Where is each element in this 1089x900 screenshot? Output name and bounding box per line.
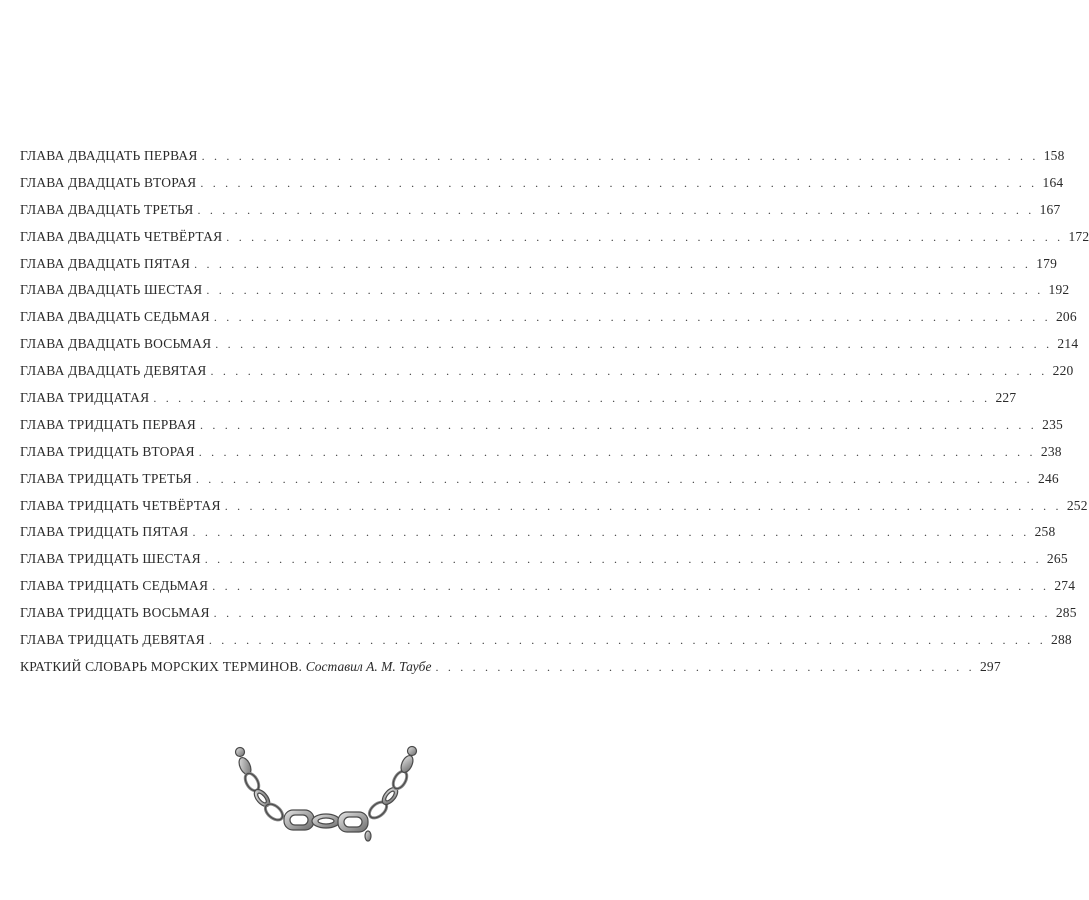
toc-dot-leader: . . . . . . . . . . . . . . . . . . . . . . . . . . . . . . . . . . . . . . . . . . . . . . . . . . . . . . . . . . . . . . . . . . . .	[204, 552, 1042, 567]
toc-entry-title: ГЛАВА ДВАДЦАТЬ ШЕСТАЯ	[20, 282, 203, 298]
toc-page-number: 206	[1055, 309, 1077, 325]
toc-entry[interactable]	[20, 443, 1062, 471]
toc-entry-title: ГЛАВА ДВАДЦАТЬ ДЕВЯТАЯ	[20, 363, 207, 379]
toc-entry-title: ГЛАВА ТРИДЦАТЬ СЕДЬМАЯ	[20, 578, 209, 594]
toc-entry-title: ГЛАВА ДВАДЦАТЬ ВТОРАЯ	[20, 174, 197, 190]
toc-page-number: 172	[1068, 228, 1089, 244]
toc-page-number: 227	[995, 390, 1017, 406]
toc-dot-leader: . . . . . . . . . . . . . . . . . . . . . . . . . . . . . . . . . . . . . . . . . . . . . . . . . . . . . . . . . . . . . . . . . . . .	[195, 471, 1033, 486]
toc-entry-title: ГЛАВА ТРИДЦАТЬ ШЕСТАЯ	[20, 551, 201, 567]
toc-dot-leader: . . . . . . . . . . . . . . . . . . . . . . . . . . . . . . . . . . . . . . . . . . . . . . . . . . . . . . . . . . . . . . . . . . . .	[197, 202, 1035, 217]
toc-page-number: 235	[1042, 416, 1063, 432]
toc-entry[interactable]	[20, 605, 1077, 632]
toc-entry[interactable]	[20, 228, 1089, 256]
toc-dot-leader: . . . . . . . . . . . . . . . . . . . . . . . . . . . . . . . . . . . . . . . . . . . . . . . . . . . . . . . . . . . . . . . . . . . .	[226, 229, 1064, 244]
toc-entry[interactable]	[20, 551, 1068, 578]
toc-dot-leader: . . . . . . . . . . . . . . . . . . . . . . . . . . . . . . . . . . . . . . . . . . . . . . . . . . . . . . . . . . . . . . . . . . . .	[210, 364, 1048, 379]
toc-entry-title: ГЛАВА ТРИДЦАТЬ ПЕРВАЯ	[20, 416, 196, 432]
toc-page-number: 238	[1040, 443, 1062, 459]
toc-entry[interactable]	[20, 174, 1064, 202]
glossary-title: КРАТКИЙ СЛОВАРЬ МОРСКИХ ТЕРМИНОВ.	[20, 658, 303, 674]
anchor-chain-icon	[228, 744, 424, 844]
toc-entry-title: ГЛАВА ТРИДЦАТЬ ВТОРАЯ	[20, 443, 195, 459]
toc-dot-leader: . . . . . . . . . . . . . . . . . . . . . . . . . . . . . . . . . . . . . . . . . . . . . . . . . . . . . . . . . . . . . . . . . . . .	[198, 444, 1036, 459]
toc-entry[interactable]	[20, 578, 1076, 605]
toc-dot-leader: . . . . . . . . . . . . . . . . . . . . . . . . . . . . . . . . . . . . . . . . . . . . . . . . . . . . . . . . . . . . . . . . . . . .	[208, 633, 1046, 648]
toc-entry-title: ГЛАВА ТРИДЦАТЬ ВОСЬМАЯ	[20, 605, 210, 621]
toc-dot-leader: . . . . . . . . . . . . . . . . . . . . . . . . . . . . . . . . . . . . . . . . . . . . . . . . . . . . . . . . . . . . . . . . . . . .	[224, 498, 1062, 513]
toc-entry[interactable]	[20, 524, 1056, 551]
toc-page-number: 179	[1036, 255, 1058, 271]
toc-dot-leader: . . . . . . . . . . . . . . . . . . . . . . . . . . . . . . . . . . . . . . . . . . . . . . . . . . . . . . . . . . . . . . . . . . . .	[201, 149, 1039, 163]
toc-dot-leader: . . . . . . . . . . . . . . . . . . . . . . . . . . . . . . . . . . . . . . . . . . . . . . . . . . . . . . . . . . . . . . . . . . . .	[199, 417, 1037, 432]
toc-entry[interactable]	[20, 390, 1017, 417]
toc-entry[interactable]	[20, 363, 1074, 390]
toc-entry[interactable]	[20, 255, 1058, 283]
toc-page-number: 285	[1055, 605, 1077, 621]
toc-page-number: 167	[1039, 201, 1061, 217]
toc-entry[interactable]	[20, 309, 1077, 336]
toc-dot-leader: . . . . . . . . . . . . . . . . . . . . . . . . . . . . . . . . . . . . . . . . . . . . . . . . . . . . . . . . . . . . . . . . . . . .	[153, 391, 991, 406]
toc-entry[interactable]	[20, 148, 1065, 175]
toc-entry-title: ГЛАВА ДВАДЦАТЬ СЕДЬМАЯ	[20, 309, 210, 325]
toc-entry-title: ГЛАВА ДВАДЦАТЬ ПЯТАЯ	[20, 255, 191, 271]
toc-page-number: 252	[1066, 497, 1088, 513]
toc-entry-title: ГЛАВА ТРИДЦАТЬ ЧЕТВЁРТАЯ	[20, 497, 221, 513]
toc-dot-leader: . . . . . . . . . . . . . . . . . . . . . . . . . . . . . . . . . . . . . . . . . . . . . . . . . . . . . . . . . . . . . . . . . . . .	[200, 175, 1038, 190]
toc-entry-title: ГЛАВА ДВАДЦАТЬ ЧЕТВЁРТАЯ	[20, 228, 223, 244]
toc-chapter-list	[20, 148, 1089, 659]
toc-entry-title: ГЛАВА ТРИДЦАТЬ ПЯТАЯ	[20, 524, 189, 540]
toc-page-number: 246	[1038, 470, 1059, 486]
toc-entry-title: ГЛАВА ДВАДЦАТЬ ПЕРВАЯ	[20, 148, 198, 163]
toc-page-number: 265	[1046, 551, 1068, 567]
toc-dot-leader: . . . . . . . . . . . . . . . . . . . . . . . . . . . . . . . . . . . . . . . . . . . . . . . . . . . . . . . . . . . . . . . . . . . .	[206, 283, 1044, 298]
toc-entry[interactable]	[20, 336, 1079, 363]
glossary-compiler: Составил А. М. Таубе	[305, 658, 432, 674]
toc-entry-title: ГЛАВА ДВАДЦАТЬ ТРЕТЬЯ	[20, 201, 194, 217]
toc-page-number: 214	[1057, 336, 1079, 352]
toc-page-number: 288	[1051, 632, 1072, 648]
toc-entry[interactable]	[20, 282, 1070, 309]
toc-entry-title: ГЛАВА ДВАДЦАТЬ ВОСЬМАЯ	[20, 336, 212, 352]
toc-entry-title: ГЛАВА ТРИДЦАТАЯ	[20, 390, 150, 406]
toc-entry-title	[20, 659, 431, 675]
toc-page-number: 297	[979, 658, 1001, 674]
toc-entry[interactable]	[20, 416, 1063, 444]
toc-entry[interactable]	[20, 470, 1059, 498]
toc-page-number: 192	[1048, 282, 1070, 298]
toc-page-number: 274	[1054, 578, 1076, 594]
toc-entry-title: ГЛАВА ТРИДЦАТЬ ДЕВЯТАЯ	[20, 632, 205, 648]
toc-page-number: 158	[1043, 148, 1065, 163]
toc-dot-leader: . . . . . . . . . . . . . . . . . . . . . . . . . . . . . . . . . . . . . . . . . . . . . . . . . . . . . . . . . . . . . . . . . . . .	[194, 256, 1032, 271]
toc-entry[interactable]	[20, 497, 1088, 525]
table-of-contents	[20, 148, 1089, 686]
toc-dot-leader: . . . . . . . . . . . . . . . . . . . . . . . . . . . . . . . . . . . . . . . . . . . . . . . . . . . . . . . . . . . . . . . . . . . .	[213, 606, 1051, 621]
toc-dot-leader: . . . . . . . . . . . . . . . . . . . . . . . . . . . . . . . . . . . . . . . . . . . . . . . . . . . . . . . . . . . . . . . . . . . .	[192, 525, 1030, 540]
toc-page-number: 258	[1034, 524, 1056, 540]
toc-glossary-entry[interactable]	[20, 658, 1001, 686]
toc-entry-title: ГЛАВА ТРИДЦАТЬ ТРЕТЬЯ	[20, 470, 192, 486]
toc-dot-leader: . . . . . . . . . . . . . . . . . . . . . . . . . . . . . . . . . . . . . . . . . . . . . . . . . . . . . . . . . . . . . . . . . . . .	[212, 579, 1050, 594]
toc-dot-leader: . . . . . . . . . . . . . . . . . . . . . . . . . . . . . . . . . . . . . . . . . . . .	[435, 659, 975, 674]
toc-entry[interactable]	[20, 632, 1072, 659]
toc-page-number: 220	[1052, 363, 1074, 379]
toc-page-number: 164	[1042, 174, 1064, 190]
toc-entry[interactable]	[20, 201, 1061, 229]
toc-dot-leader: . . . . . . . . . . . . . . . . . . . . . . . . . . . . . . . . . . . . . . . . . . . . . . . . . . . . . . . . . . . . . . . . . . . .	[215, 337, 1053, 352]
toc-dot-leader: . . . . . . . . . . . . . . . . . . . . . . . . . . . . . . . . . . . . . . . . . . . . . . . . . . . . . . . . . . . . . . . . . . . .	[213, 310, 1051, 325]
